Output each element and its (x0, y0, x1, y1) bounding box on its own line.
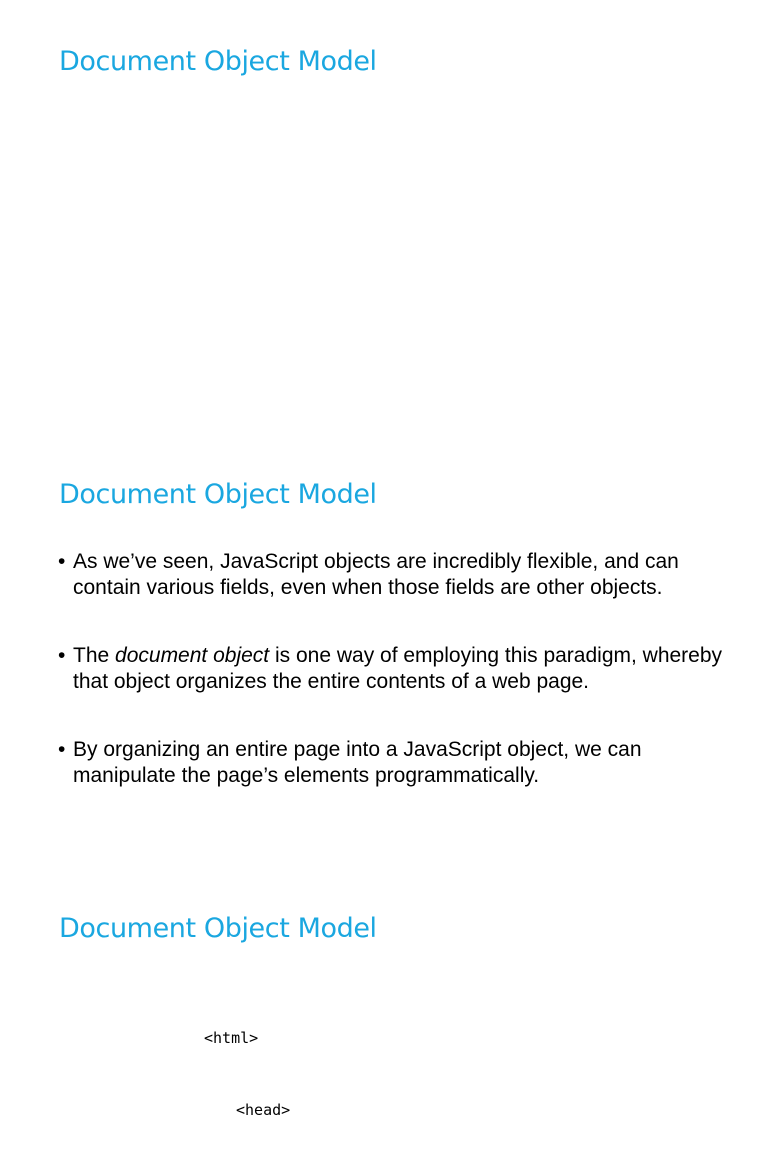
slide-1 (0, 0, 768, 432)
bullet-text-after: is one way of employing this paradigm, whereby that object organizes the entire contents of a web page. (73, 644, 723, 693)
bullet-list (58, 549, 738, 831)
bullet-text-before: The (73, 644, 116, 667)
slide-3 (0, 866, 768, 1119)
code-block (204, 978, 290, 1170)
bullet-text-emphasis: document object (115, 644, 270, 667)
bullet-marker: • (58, 644, 66, 667)
code-line-html: <html> (204, 1029, 259, 1047)
slide-1-title: Document Object Model (59, 46, 377, 77)
slide-3-title: Document Object Model (59, 913, 377, 944)
bullet-text: As we’ve seen, JavaScript objects are incredibly flexible, and can contain various fields, even when those fields are other objects. (73, 550, 679, 599)
slide-2 (0, 432, 768, 866)
code-line-head: <head> (236, 1101, 291, 1119)
slide-2-title: Document Object Model (59, 479, 377, 510)
bullet-marker: • (58, 550, 66, 573)
bullet-item-3 (58, 737, 738, 789)
bullet-text: By organizing an entire page into a JavaScript object, we can manipulate the page’s elements programmatically. (73, 738, 642, 787)
bullet-item-1 (58, 549, 738, 601)
bullet-marker: • (58, 738, 66, 761)
bullet-item-2 (58, 643, 738, 695)
